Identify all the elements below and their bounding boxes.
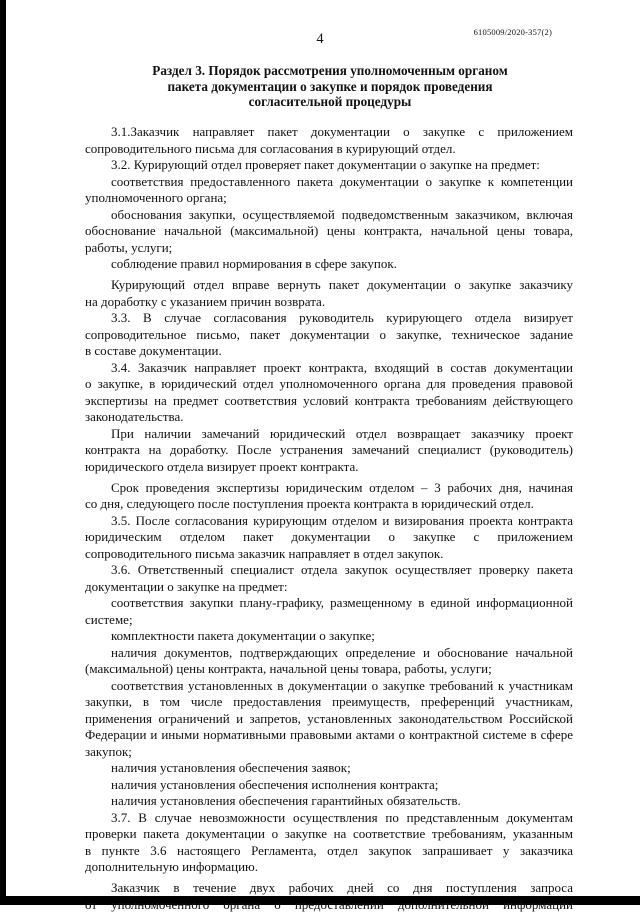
text-line: проверки пакета документации о закупке на соответствие требованиям, указанным xyxy=(85,826,573,843)
text-line: соблюдение правил нормирования в сфере закупок. xyxy=(85,256,573,273)
text-line: сопроводительное письмо, пакет документации о закупке, техническое задание xyxy=(85,327,573,344)
page-number: 4 xyxy=(0,31,640,48)
text-line: соответствия закупки плану-графику, размещенному в единой информационной xyxy=(85,595,573,612)
text-line: наличия установления обеспечения гарантийных обязательств. xyxy=(85,793,573,810)
text-line: наличия документов, подтверждающих определение и обоснование начальной xyxy=(85,645,573,662)
heading-line: согласительной процедуры xyxy=(100,94,560,110)
text-line: 3.6. Ответственный специалист отдела закупок осуществляет проверку пакета xyxy=(85,562,573,579)
text-line: 3.3. В случае согласования руководитель курирующего отдела визирует xyxy=(85,310,573,327)
text-line: документации о закупке на предмет: xyxy=(85,579,573,596)
text-line: соответствия установленных в документации о закупке требований к участникам xyxy=(85,678,573,695)
text-line: наличия установления обеспечения заявок; xyxy=(85,760,573,777)
text-line: 3.7. В случае невозможности осуществления по представленным документам xyxy=(85,810,573,827)
section-heading xyxy=(100,63,560,110)
text-line: законодательства. xyxy=(85,409,573,426)
text-line: Курирующий отдел вправе вернуть пакет документации о закупке заказчику xyxy=(85,277,573,294)
text-line: уполномоченного органа; xyxy=(85,190,573,207)
text-line: работы, услуги; xyxy=(85,240,573,257)
text-line: 3.2. Курирующий отдел проверяет пакет документации о закупке на предмет: xyxy=(85,157,573,174)
text-line: закупки, в том числе предоставления преимуществ, преференций участникам, xyxy=(85,694,573,711)
text-line: юридическим отделом пакет документации о закупке с приложением xyxy=(85,529,573,546)
document-body xyxy=(85,124,573,913)
text-line: юридического отдела визирует проект контракта. xyxy=(85,459,573,476)
text-line: системе; xyxy=(85,612,573,629)
text-line: о закупке, в юридический отдел уполномоченного органа для проведения правовой xyxy=(85,376,573,393)
heading-line: пакета документации о закупке и порядок проведения xyxy=(100,79,560,95)
text-line: обоснования закупки, осуществляемой подведомственным заказчиком, включая xyxy=(85,207,573,224)
text-line: сопроводительного письма заказчик направляет в отдел закупок. xyxy=(85,546,573,563)
text-line: закупок; xyxy=(85,744,573,761)
text-line: дополнительную информацию. xyxy=(85,859,573,876)
text-line: соответствия предоставленного пакета документации о закупке к компетенции xyxy=(85,174,573,191)
text-line: наличия установления обеспечения исполнения контракта; xyxy=(85,777,573,794)
text-line: сопроводительного письма для согласования в курирующий отдел. xyxy=(85,141,573,158)
text-line: экспертизы на предмет соответствия условий контракта требованиям действующего xyxy=(85,393,573,410)
text-line: со дня, следующего после поступления проекта контракта в юридический отдел. xyxy=(85,496,573,513)
text-line: в пункте 3.6 настоящего Регламента, отдел закупок запрашивает у заказчика xyxy=(85,843,573,860)
scan-left-edge xyxy=(0,0,6,905)
text-line: Заказчик в течение двух рабочих дней со дня поступления запроса xyxy=(85,880,573,897)
text-line: (максимальной) цены контракта, начальной цены товара, работы, услуги; xyxy=(85,661,573,678)
text-line: 3.1.Заказчик направляет пакет документации о закупке с приложением xyxy=(85,124,573,141)
text-line: обоснование начальной (максимальной) цены контракта, начальной цены товара, xyxy=(85,223,573,240)
document-stamp: 6105009/2020-357(2) xyxy=(474,27,552,37)
text-line: 3.4. Заказчик направляет проект контракта, входящий в состав документации xyxy=(85,360,573,377)
text-line: Срок проведения экспертизы юридическим отделом – 3 рабочих дня, начиная xyxy=(85,480,573,497)
text-line: применения ограничений и запретов, установленных законодательством Российской xyxy=(85,711,573,728)
text-line: от уполномоченного органа о предоставлении дополнительной информации xyxy=(85,897,573,913)
text-line: в составе документации. xyxy=(85,343,573,360)
text-line: Федерации и иными нормативными правовыми актами о контрактной системе в сфере xyxy=(85,727,573,744)
text-line: комплектности пакета документации о закупке; xyxy=(85,628,573,645)
text-line: При наличии замечаний юридический отдел возвращает заказчику проект xyxy=(85,426,573,443)
text-line: 3.5. После согласования курирующим отделом и визирования проекта контракта xyxy=(85,513,573,530)
heading-line: Раздел 3. Порядок рассмотрения уполномоченным органом xyxy=(100,63,560,79)
text-line: на доработку с указанием причин возврата. xyxy=(85,294,573,311)
text-line: контракта на доработку. После устранения замечаний специалист (руководитель) xyxy=(85,442,573,459)
